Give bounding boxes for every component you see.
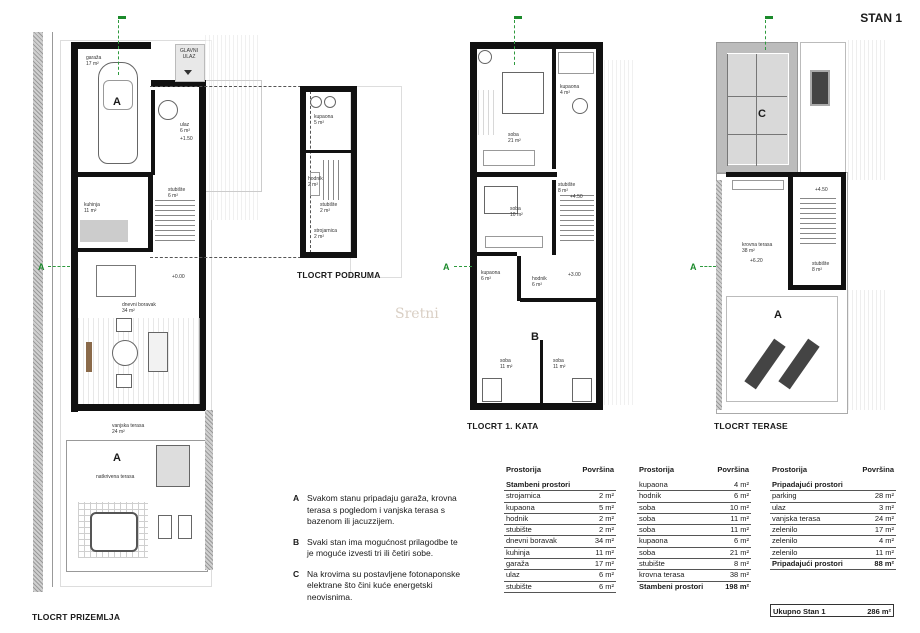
table-row: soba 11 m² (639, 513, 749, 523)
panel-grid (756, 54, 757, 166)
basement-hall-label: hodnik 2 m² (308, 176, 323, 188)
col-header-area: Površina (862, 465, 894, 474)
panel-grid (727, 96, 787, 97)
basement-bath-label: kupaona 5 m² (314, 114, 334, 126)
table-row: stubište 6 m² (506, 581, 614, 591)
kitchen-label: kuhinja 11 m² (84, 202, 100, 214)
section-marker-a: A (443, 262, 450, 272)
table-row: vanjska terasa 24 m² (772, 513, 894, 523)
col-header-room: Prostorija (506, 465, 542, 474)
grand-total-value: 286 m² (867, 607, 891, 616)
panels-mark: C (758, 108, 766, 120)
roof-staircase (800, 198, 836, 248)
table-total: Pripadajući prostori 88 m² (772, 559, 894, 569)
washing-machine-icon (310, 96, 322, 108)
note-c (293, 569, 463, 604)
entry-level: +1.50 (180, 136, 193, 142)
table-row: ulaz 6 m² (506, 570, 614, 580)
neighbour-outline (350, 86, 402, 278)
wall (596, 42, 603, 410)
desk (485, 236, 543, 248)
area-table-3 (770, 460, 896, 570)
col-header-area: Površina (582, 465, 614, 474)
roof-terrace-level: +6.20 (750, 258, 763, 264)
roof-outline (800, 42, 846, 174)
double-bed (502, 72, 544, 114)
garage-label: garaža 17 m² (86, 55, 102, 67)
wardrobe (483, 150, 535, 166)
facade-line (52, 32, 53, 587)
terrace-edge (716, 180, 722, 410)
wall (552, 180, 556, 255)
wall (78, 172, 153, 177)
wall (306, 150, 351, 153)
table-row: kupaona 6 m² (639, 536, 749, 546)
ground-level: +0.00 (172, 274, 185, 280)
sofa (148, 332, 168, 372)
table-row: zelenilo 11 m² (772, 547, 894, 557)
section-flag (514, 16, 522, 19)
wall (78, 248, 150, 252)
table-row: stubište 2 m² (506, 525, 614, 535)
table-row: parking 28 m² (772, 491, 894, 501)
garage-mark: A (113, 96, 121, 108)
table-row: garaža 17 m² (506, 559, 614, 569)
wall (477, 172, 557, 177)
first-plan-label: TLOCRT 1. KATA (467, 421, 539, 431)
shower (558, 52, 594, 74)
wall (520, 298, 596, 302)
section-title: Stambeni prostori (504, 480, 616, 491)
site-edge (33, 32, 43, 592)
wall (300, 86, 357, 92)
section-flag (118, 16, 126, 19)
area-table-2 (637, 460, 751, 592)
bedroom3-label: soba 11 m² (500, 358, 513, 370)
wall (788, 172, 793, 290)
wall (517, 256, 521, 301)
wall (300, 86, 306, 256)
table-row: soba 10 m² (639, 502, 749, 512)
note-key: B (293, 536, 300, 547)
col-header-room: Prostorija (772, 465, 808, 474)
area-table-1 (504, 460, 616, 593)
wall (300, 252, 357, 258)
wall (71, 42, 78, 412)
neighbour-hatch (848, 40, 888, 180)
table-total: Stambeni prostori 198 m² (639, 581, 749, 591)
table-row: hodnik 6 m² (639, 491, 749, 501)
col-header-area: Površina (717, 465, 749, 474)
panel-grid (727, 54, 728, 166)
wall (470, 403, 603, 410)
armchair (478, 50, 492, 64)
single-bed (482, 378, 502, 402)
table-row: strojarnica 2 m² (506, 491, 614, 501)
terrace-mark: A (113, 452, 121, 464)
basement-plan-label: TLOCRT PODRUMA (297, 270, 381, 280)
hall-label: hodnik 6 m² (532, 276, 547, 288)
section-line (514, 20, 515, 65)
watermark: Sretni (395, 306, 439, 322)
table-row: kupaona 5 m² (506, 502, 614, 512)
car-icon (98, 62, 138, 164)
page-title: STAN 1 (860, 11, 902, 25)
bath2-label: kupaona 6 m² (481, 270, 501, 282)
staircase (560, 195, 594, 245)
roof-plan-label: TLOCRT TERASE (714, 421, 788, 431)
single-bed (572, 378, 592, 402)
wall (71, 404, 206, 411)
layout-mark-b: B (531, 331, 539, 343)
round-table (112, 340, 138, 366)
wall (351, 86, 357, 256)
panel-grid (727, 134, 787, 135)
first-level: +3.00 (568, 272, 581, 278)
table-row: krovna terasa 38 m² (639, 570, 749, 580)
jacuzzi-icon (90, 512, 138, 552)
wall (552, 49, 556, 169)
table-row: zelenilo 4 m² (772, 536, 894, 546)
ground-plan-label: TLOCRT PRIZEMLJA (32, 612, 121, 622)
roof-terrace-mark: A (774, 309, 782, 321)
sideboard (86, 342, 92, 372)
note-b (293, 537, 463, 560)
bath1-label: kupaona 4 m² (560, 84, 580, 96)
section-title: Pripadajući prostori (770, 480, 896, 491)
lounger (178, 515, 192, 539)
section-marker-a: A (690, 262, 697, 272)
neighbour-hatch (600, 60, 635, 405)
first-stairs-level: +4.50 (570, 194, 583, 200)
basement-link-line (150, 86, 311, 258)
table-row: kuhinja 11 m² (506, 547, 614, 557)
living-floor (78, 318, 200, 404)
note-text: Na krovima su postavljene fotonaponske elektrane što čini kuće energetski neovisnima. (307, 568, 461, 602)
table-row: stubište 8 m² (639, 559, 749, 569)
entry-label: ulaz 6 m² (180, 122, 190, 134)
section-line (765, 20, 766, 50)
solar-roof (716, 42, 798, 174)
living-label: dnevni boravak 34 m² (122, 302, 156, 314)
bedroom2-label: soba 10 m² (510, 206, 523, 218)
section-flag (765, 16, 773, 19)
kitchen-island (80, 220, 128, 242)
first-stairs-label: stubište 8 m² (558, 182, 576, 194)
table-row: ulaz 3 m² (772, 502, 894, 512)
skylight (810, 70, 830, 106)
wall (470, 42, 477, 410)
basement-staircase (323, 160, 343, 200)
grand-total-label: Ukupno Stan 1 (773, 607, 826, 616)
note-text: Svaki stan ima mogućnost prilagodbe te je moguće izvesti tri ili četiri sobe. (307, 536, 458, 558)
section-line-h (454, 266, 472, 267)
wall (788, 285, 846, 290)
main-entry-label: GLAVNI ULAZ (180, 48, 198, 60)
wall (841, 172, 846, 290)
covered-terrace-label: natkrivena terasa (96, 474, 135, 480)
table-row: zelenilo 17 m² (772, 525, 894, 535)
table-row: soba 21 m² (639, 547, 749, 557)
notes (293, 493, 463, 612)
section-line-h (700, 266, 716, 267)
wall (540, 340, 543, 403)
note-key: C (293, 568, 300, 579)
bedroom1-label: soba 21 m² (508, 132, 521, 144)
roof-stairs-level: +4.50 (815, 187, 828, 193)
section-line (118, 20, 119, 75)
wall (470, 42, 603, 49)
table-row: hodnik 2 m² (506, 513, 614, 523)
grand-total (770, 604, 894, 617)
table-row: kupaona 4 m² (639, 480, 749, 489)
note-a (293, 493, 463, 528)
table-row: dnevni boravak 34 m² (506, 536, 614, 546)
note-text: Svakom stanu pripadaju garaža, krovna terasa s pogledom i vanjska terasa s bazenom ili jacuzzijem. (307, 493, 457, 526)
col-header-room: Prostorija (639, 465, 675, 474)
wall (71, 42, 151, 49)
hedge (205, 410, 213, 570)
roof-stairs-label: stubište 8 m² (812, 261, 830, 273)
outdoor-terrace-label: vanjska terasa 24 m² (112, 423, 145, 435)
note-key: A (293, 493, 300, 503)
utility-label: strojarnica 2 m² (314, 228, 338, 240)
armchair (116, 374, 132, 388)
wall (477, 252, 517, 256)
stairs-label: stubište 6 m² (168, 187, 186, 199)
section-line-h (48, 266, 70, 267)
table-row: soba 11 m² (639, 525, 749, 535)
section-marker-a: A (38, 262, 45, 272)
toilet-icon (572, 98, 588, 114)
basement-stairs-label: stubište 2 m² (320, 202, 338, 214)
lounger (158, 515, 172, 539)
outdoor-table (156, 445, 190, 487)
arrow-down-icon (184, 70, 192, 75)
neighbour-hatch (848, 290, 888, 410)
wall (726, 172, 846, 177)
dining-table (96, 265, 136, 297)
floor-hatch (478, 90, 498, 135)
counter (732, 180, 784, 190)
bedroom4-label: soba 11 m² (553, 358, 566, 370)
armchair (116, 318, 132, 332)
roof-terrace-label: krovna terasa 38 m² (742, 242, 773, 254)
dryer-icon (324, 96, 336, 108)
